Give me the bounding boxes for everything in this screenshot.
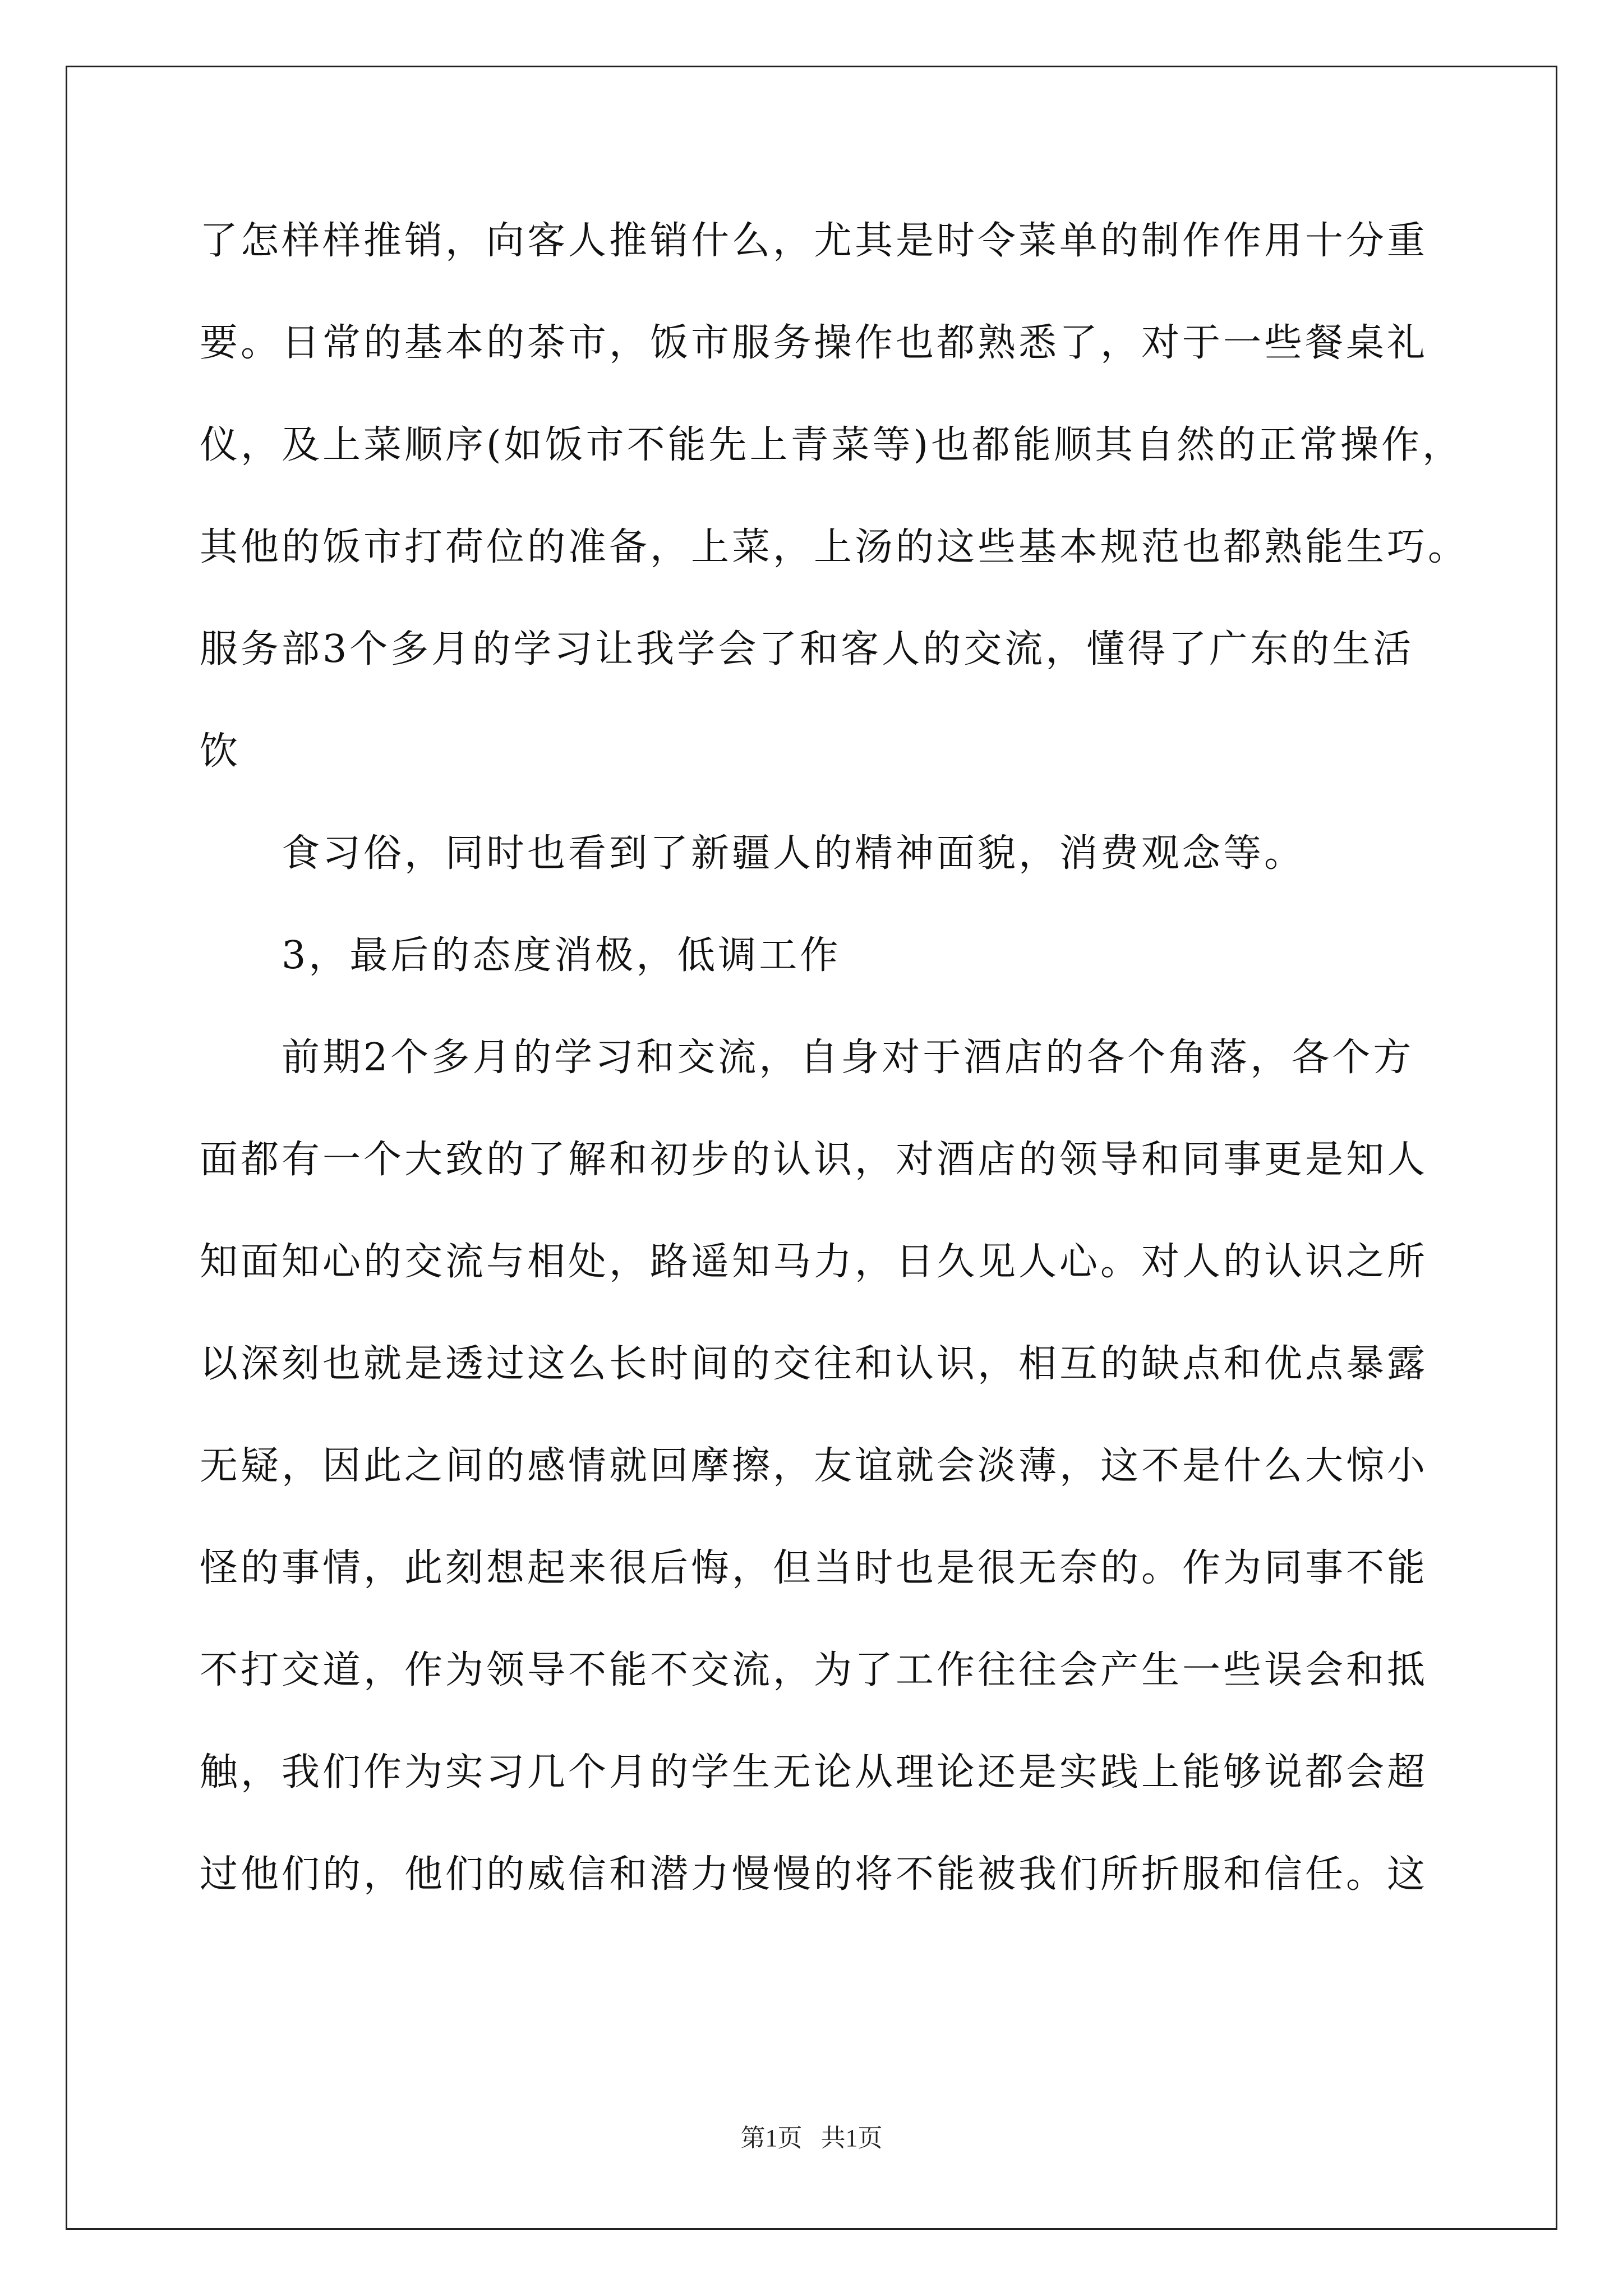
paragraph-start-line: 前期2个多月的学习和交流，自身对于酒店的各个角落，各个方 — [282, 1036, 1414, 1080]
text-line: 仪，及上菜顺序(如饭市不能先上青菜等)也都能顺其自然的正常操作， — [200, 423, 1464, 467]
text-line: 过他们的，他们的威信和潜力慢慢的将不能被我们所折服和信任。这 — [200, 1852, 1428, 1897]
paragraph-start-line: 食习俗，同时也看到了新疆人的精神面貌，消费观念等。 — [282, 831, 1306, 876]
section-heading: 3，最后的态度消极，低调工作 — [282, 933, 841, 978]
text-line: 了怎样样推销，向客人推销什么，尤其是时令菜单的制作作用十分重 — [200, 219, 1428, 263]
text-line: 不打交道，作为领导不能不交流，为了工作往往会产生一些误会和抵 — [200, 1648, 1428, 1692]
text-line: 饮 — [200, 729, 241, 774]
text-line: 要。日常的基本的茶市，饭市服务操作也都熟悉了，对于一些餐桌礼 — [200, 321, 1428, 365]
text-line: 面都有一个大致的了解和初步的认识，对酒店的领导和同事更是知人 — [200, 1138, 1428, 1182]
text-line: 怪的事情，此刻想起来很后悔，但当时也是很无奈的。作为同事不能 — [200, 1546, 1428, 1590]
document-body — [200, 213, 1469, 1949]
text-line: 其他的饭市打荷位的准备，上菜，上汤的这些基本规范也都熟能生巧。 — [200, 525, 1469, 569]
text-line: 以深刻也就是透过这么长时间的交往和认识，相互的缺点和优点暴露 — [200, 1342, 1428, 1386]
text-line: 无疑，因此之间的感情就回摩擦，友谊就会淡薄，这不是什么大惊小 — [200, 1444, 1428, 1488]
text-line: 服务部3个多月的学习让我学会了和客人的交流，懂得了广东的生活 — [200, 627, 1414, 671]
page-footer: 第1页 共1页 — [740, 2124, 883, 2152]
text-line: 知面知心的交流与相处，路遥知马力，日久见人心。对人的认识之所 — [200, 1240, 1428, 1284]
text-line: 触，我们作为实习几个月的学生无论从理论还是实践上能够说都会超 — [200, 1750, 1428, 1795]
